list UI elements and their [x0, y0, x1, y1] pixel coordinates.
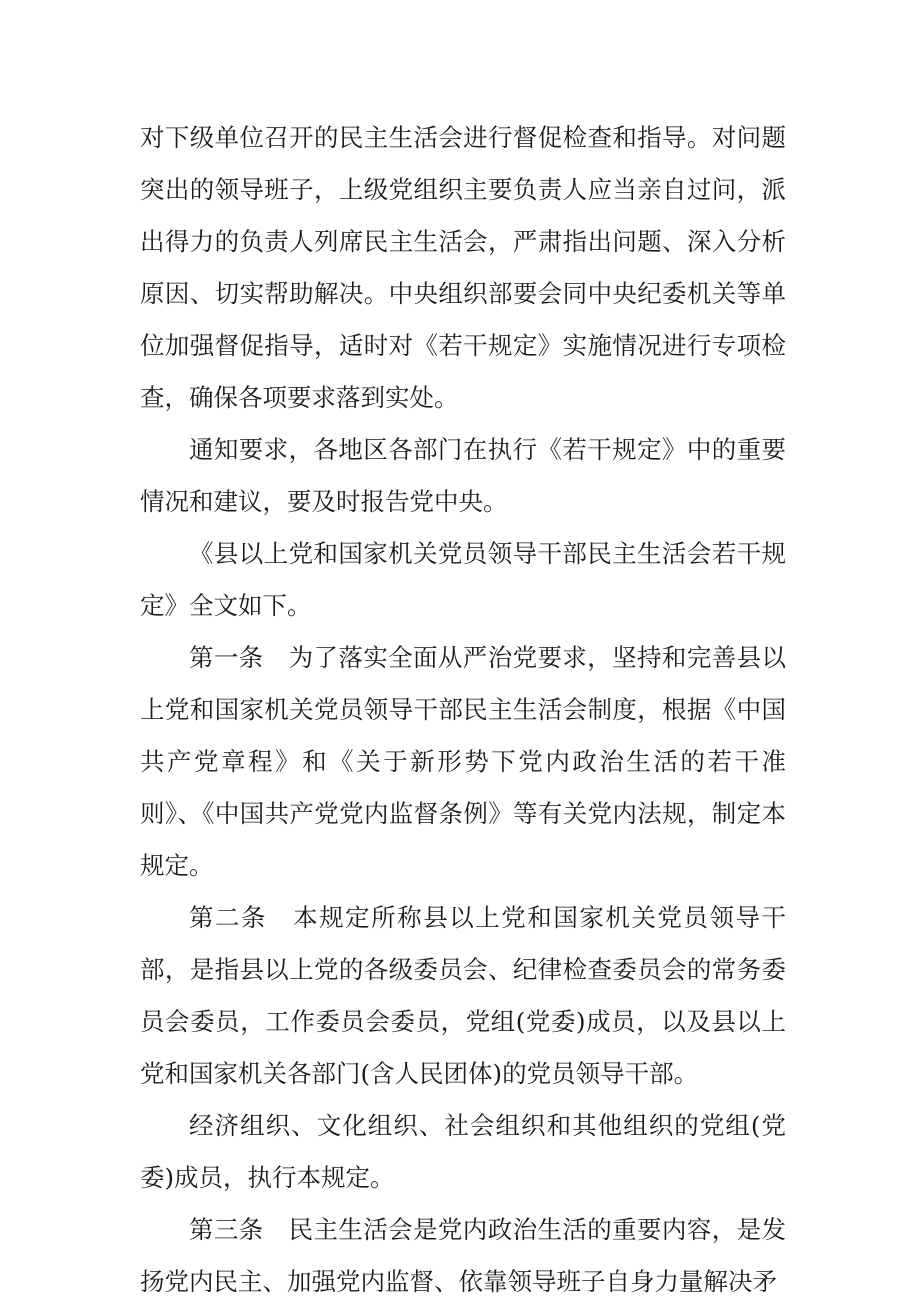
paragraph-notice: 通知要求，各地区各部门在执行《若干规定》中的重要情况和建议，要及时报告党中央。 [140, 435, 786, 516]
paragraph-article-2: 第二条 本规定所称县以上党和国家机关党员领导干部，是指县以上党的各级委员会、纪律检查委员会的常务委员会委员，工作委员会委员，党组(党委)成员，以及县以上党和国家机关各部门(含人民团体)的党员领导干部。 [140, 903, 786, 1088]
paragraph-article-3: 第三条 民主生活会是党内政治生活的重要内容，是发扬党内民主、加强党内监督、依靠领导班子自身力量解决矛 [140, 1215, 786, 1296]
paragraph-article-2-supplement: 经济组织、文化组织、社会组织和其他组织的党组(党委)成员，执行本规定。 [140, 1111, 786, 1192]
paragraph-continued: 对下级单位召开的民主生活会进行督促检查和指导。对问题突出的领导班子，上级党组织主要负责人应当亲自过问，派出得力的负责人列席民主生活会，严肃指出问题、深入分析原因、切实帮助解决。中央组织部要会同中央纪委机关等单位加强督促指导，适时对《若干规定》实施情况进行专项检查，确保各项要求落到实处。 [140, 123, 786, 412]
paragraph-article-1: 第一条 为了落实全面从严治党要求，坚持和完善县以上党和国家机关党员领导干部民主生活会制度，根据《中国共产党章程》和《关于新形势下党内政治生活的若干准则》、《中国共产党党内监督条例》等有关党内法规，制定本规定。 [140, 643, 786, 880]
paragraph-fulltext-intro: 《县以上党和国家机关党员领导干部民主生活会若干规定》全文如下。 [140, 539, 786, 620]
document-body [140, 112, 786, 1308]
